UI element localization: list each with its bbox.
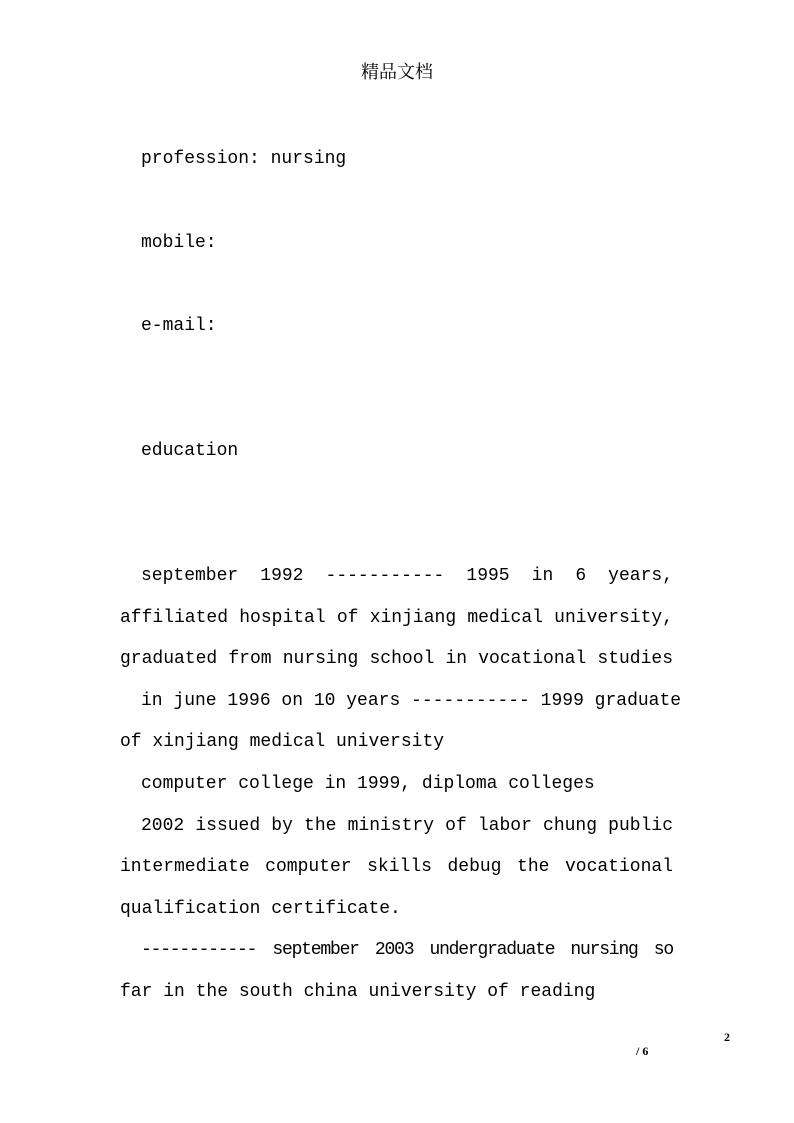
- text-line: computer college in 1999, diploma colleges: [141, 774, 595, 794]
- text-line: in june 1996 on 10 years ----------- 1999 graduate: [141, 691, 682, 711]
- text-line: of xinjiang medical university: [120, 732, 445, 752]
- text-line-profession: profession: nursing: [141, 149, 347, 169]
- text-line: september 1992 ----------- 1995 in 6 years,: [141, 566, 673, 586]
- page-header-title: 精品文档: [361, 62, 433, 83]
- text-line: graduated from nursing school in vocational studies: [120, 649, 673, 669]
- section-heading-education: education: [141, 441, 239, 461]
- text-line-mobile: mobile:: [141, 233, 217, 253]
- text-line: intermediate computer skills debug the vocational: [120, 857, 673, 877]
- text-line: far in the south china university of reading: [120, 982, 596, 1002]
- text-line: ------------ september 2003 undergraduate nursing so: [141, 940, 673, 960]
- page-number-total: / 6: [636, 1044, 649, 1058]
- text-line: 2002 issued by the ministry of labor chung public: [141, 816, 673, 836]
- text-line: affiliated hospital of xinjiang medical university,: [120, 608, 673, 628]
- text-line-email: e-mail:: [141, 316, 217, 336]
- text-line: qualification certificate.: [120, 899, 401, 919]
- page-number-current: 2: [724, 1030, 730, 1044]
